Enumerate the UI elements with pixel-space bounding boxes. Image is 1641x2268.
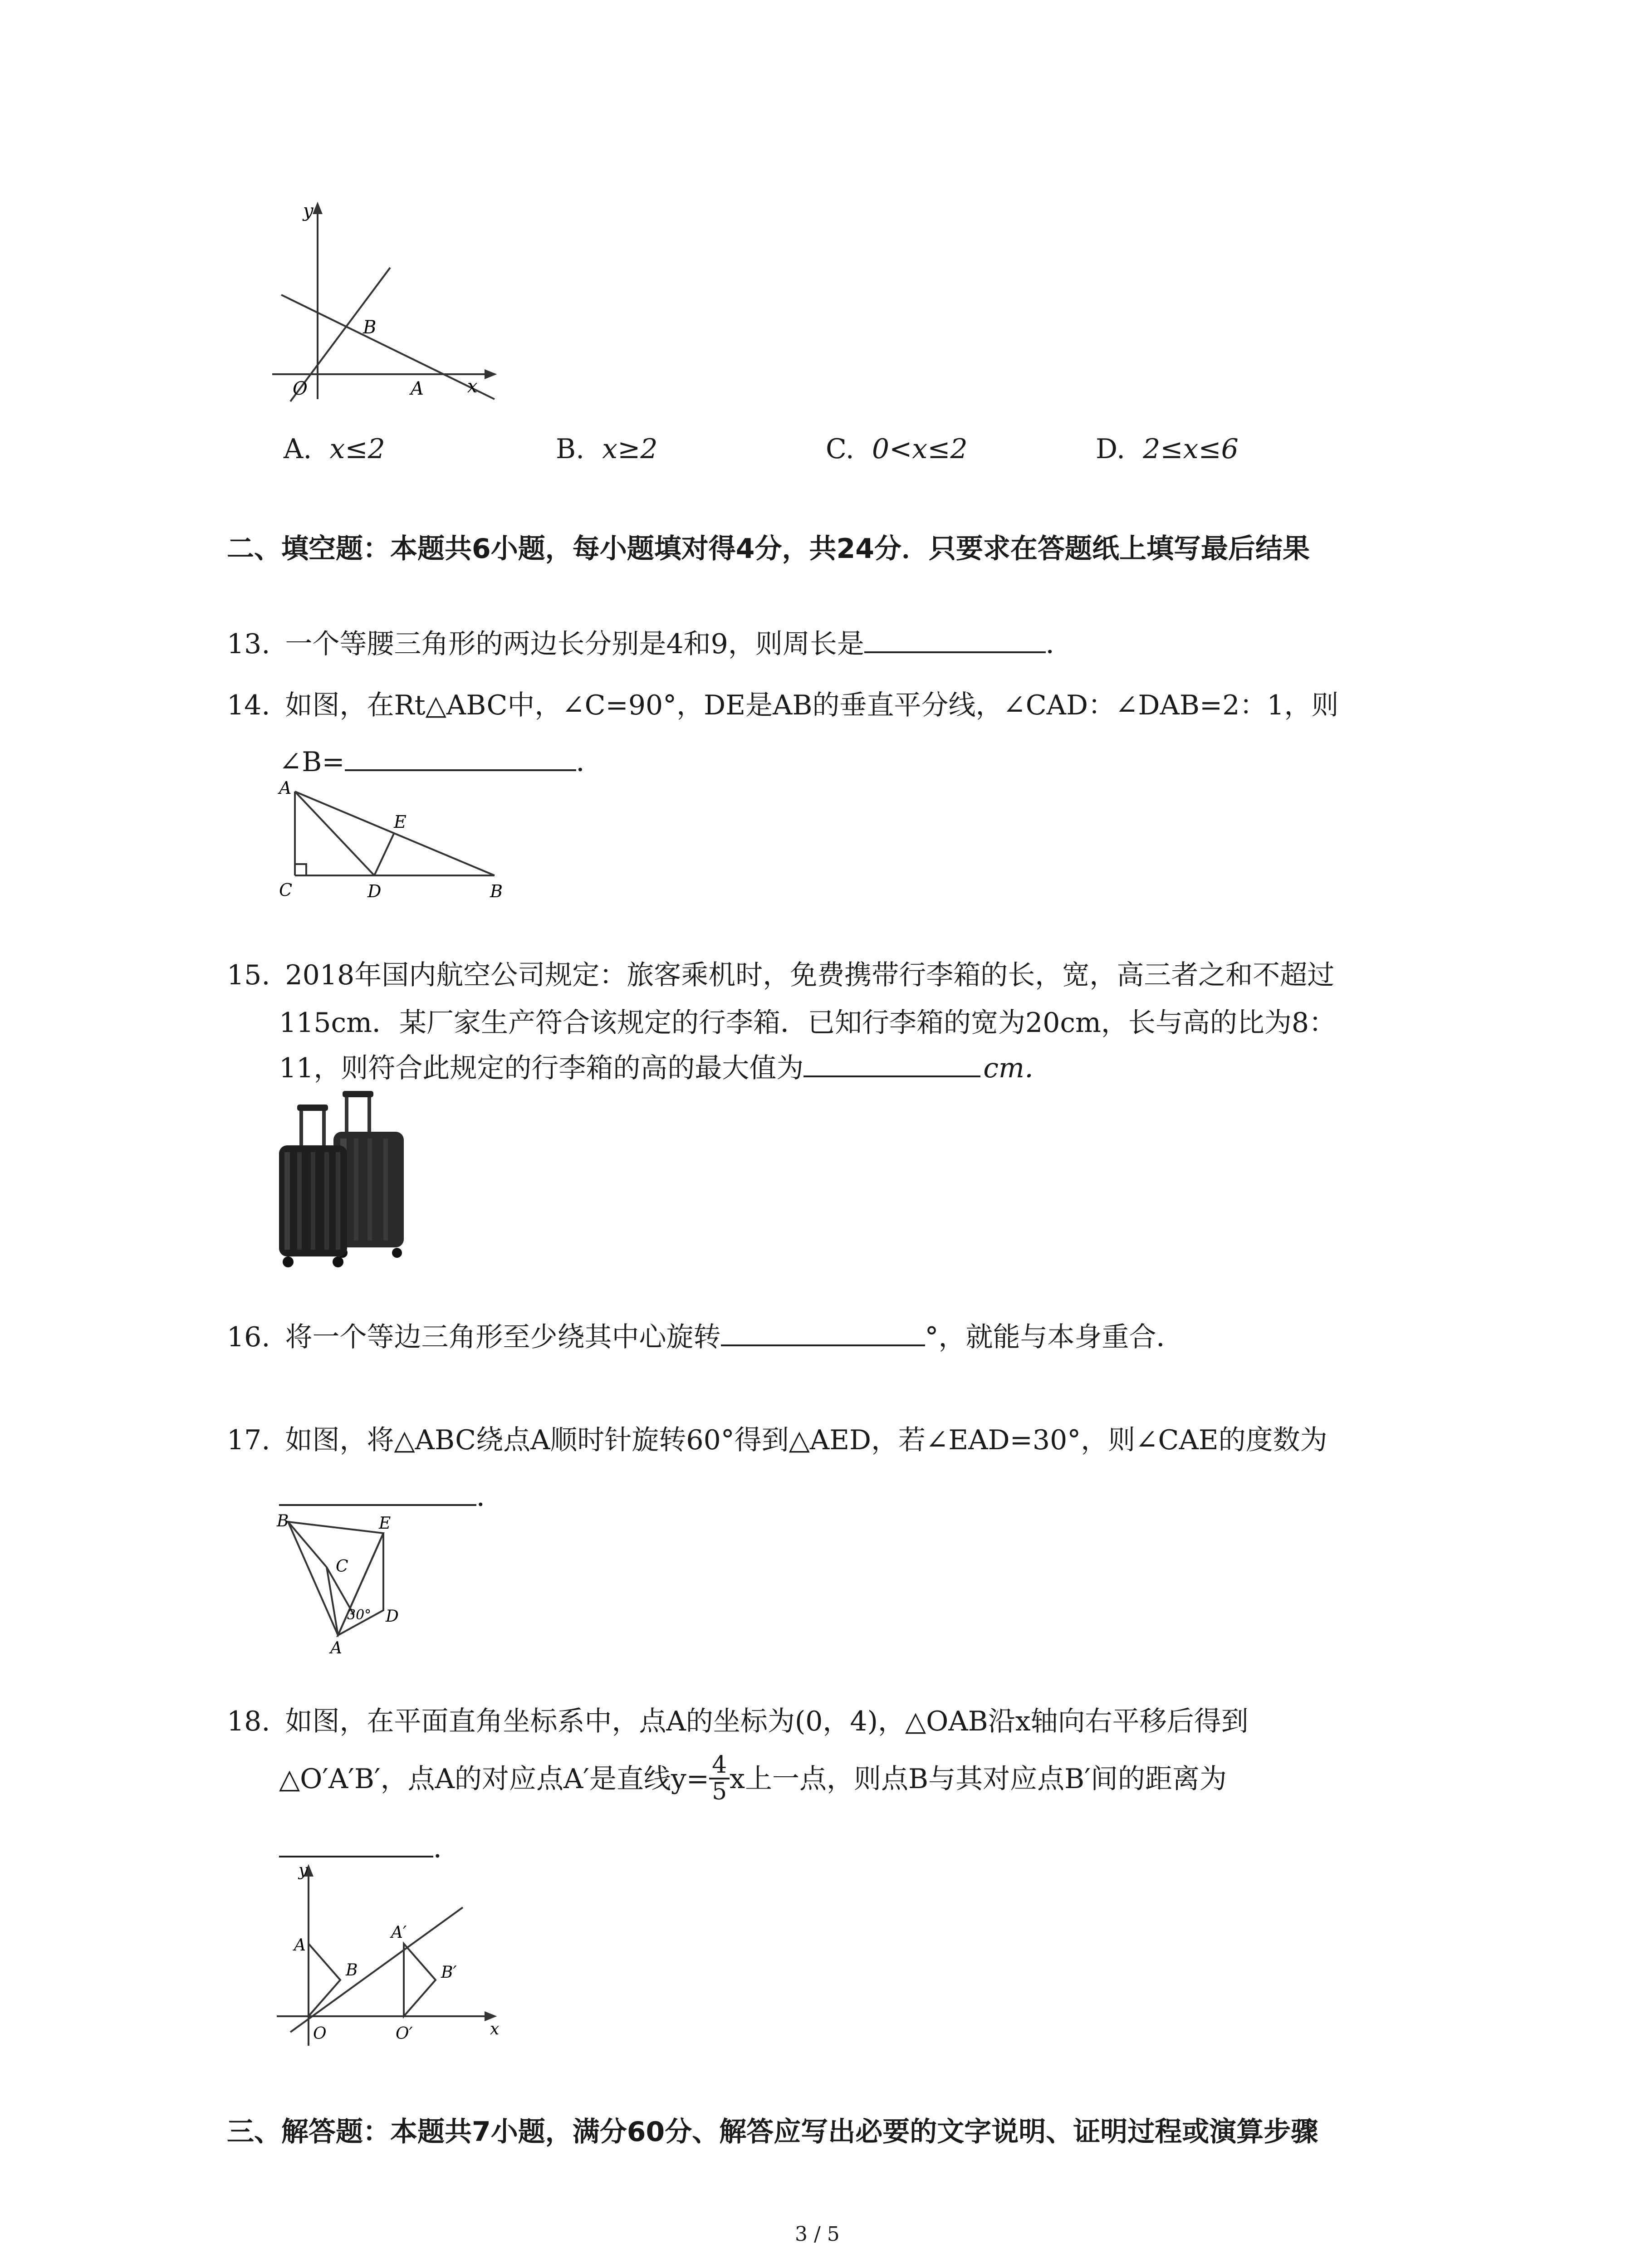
q17-line2 <box>279 1481 504 1513</box>
q15-line3 <box>279 1052 1052 1084</box>
q12-option-c <box>826 435 968 463</box>
q18-label-b2: B′ <box>441 1963 457 1982</box>
q12-option-a-text: x≤2 <box>329 433 385 465</box>
q12-option-d-text: 2≤x≤6 <box>1143 433 1239 465</box>
q17-label-a: A <box>330 1639 342 1657</box>
q18-frac-den: 5 <box>712 1778 727 1805</box>
q12-line-ab <box>281 295 495 399</box>
q17-label-c: C <box>336 1557 348 1576</box>
q16-answer-blank[interactable] <box>721 1341 925 1346</box>
q18-label-a2: A′ <box>391 1923 407 1942</box>
q18-label-x: x <box>490 2020 500 2038</box>
q18-frac-num: 4 <box>709 1753 730 1779</box>
q12-option-c-label: C. <box>826 433 854 465</box>
q18-line2 <box>279 1751 1227 1807</box>
q12-option-a <box>284 435 385 463</box>
q18-label-y: y <box>299 1861 308 1880</box>
q14-label-c: C <box>279 880 293 900</box>
q15-line2: 115cm．某厂家生产符合该规定的行李箱．已知行李箱的宽为20cm，长与高的比为8： <box>279 1007 1337 1039</box>
page-number: 3 / 5 <box>795 2223 840 2246</box>
q13-end: ． <box>1045 628 1073 660</box>
q12-option-b-label: B. <box>556 433 585 465</box>
q14-line2 <box>279 748 603 776</box>
q17-answer-blank[interactable] <box>279 1501 476 1506</box>
q18-text3: x上一点，则点B与其对应点B′间的距离为 <box>730 1763 1227 1795</box>
q14-label-b: B <box>490 881 503 901</box>
q16 <box>227 1321 1184 1353</box>
q18-figure <box>272 1855 517 2064</box>
q17-label-d: D <box>386 1607 399 1626</box>
q12-option-a-label: A. <box>284 433 312 465</box>
q12-label-y: y <box>303 200 314 221</box>
q18-number: 18. <box>227 1706 270 1737</box>
q18-line1 <box>227 1708 1249 1735</box>
q12-option-d-label: D. <box>1096 433 1126 465</box>
suitcase-front <box>279 1105 347 1267</box>
q12-label-a: A <box>411 378 424 399</box>
q18-label-o: O <box>313 2024 327 2043</box>
q16-suffix: °，就能与本身重合． <box>925 1321 1184 1353</box>
q15-line1 <box>227 959 1335 991</box>
q16-text: 将一个等边三角形至少绕其中心旋转 <box>285 1321 721 1353</box>
q18-label-o2: O′ <box>396 2024 413 2043</box>
q12-option-b <box>556 435 658 463</box>
q12-label-o: O <box>293 378 308 399</box>
q12-option-c-text: 0<x≤2 <box>872 433 968 465</box>
q14-line1 <box>227 689 1339 721</box>
q12-figure <box>254 200 508 408</box>
q17-text: 如图，将△ABC绕点A顺时针旋转60°得到△AED，若∠EAD=30°，则∠CAE的度数为 <box>285 1424 1327 1456</box>
section2-heading: 二、填空题：本题共6小题，每小题填对得4分，共24分．只要求在答题纸上填写最后结果 <box>227 533 1310 565</box>
q15-answer-blank[interactable] <box>803 1072 980 1077</box>
q12-option-d <box>1096 435 1239 463</box>
q15-unit: cm． <box>983 1052 1052 1084</box>
q13-answer-blank[interactable] <box>864 648 1046 653</box>
q13-number: 13. <box>227 628 270 660</box>
q12-label-x: x <box>467 376 478 397</box>
q14-figure <box>268 776 522 907</box>
q14-b-prefix: ∠B= <box>279 746 345 778</box>
q17-label-b: B <box>277 1512 289 1530</box>
q15-text1: 2018年国内航空公司规定：旅客乘机时，免费携带行李箱的长，宽，高三者之和不超过 <box>285 959 1335 991</box>
q17-label-e: E <box>379 1514 391 1533</box>
q18-label-a: A <box>294 1936 306 1955</box>
q14-label-e: E <box>394 812 407 832</box>
q14-label-a: A <box>279 778 292 798</box>
q18-text2: △O′A′B′，点A的对应点A′是直线y= <box>279 1763 710 1795</box>
q14-label-d: D <box>367 881 382 901</box>
q13 <box>227 628 1073 660</box>
section3-heading: 三、解答题：本题共7小题，满分60分、解答应写出必要的文字说明、证明过程或演算步骤 <box>227 2116 1318 2148</box>
q14-number: 14. <box>227 689 270 721</box>
q16-number: 16. <box>227 1321 270 1353</box>
q18-text1: 如图，在平面直角坐标系中，点A的坐标为(0，4)，△OAB沿x轴向右平移后得到 <box>285 1706 1249 1737</box>
q17-line1 <box>227 1424 1327 1456</box>
q14-answer-blank[interactable] <box>345 766 576 771</box>
q15-text3: 11，则符合此规定的行李箱的高的最大值为 <box>279 1052 804 1084</box>
q14-end: ． <box>576 746 603 778</box>
q12-label-b: B <box>363 317 377 338</box>
q12-option-b-text: x≥2 <box>602 433 658 465</box>
q18-label-b: B <box>346 1961 358 1980</box>
q18-fraction <box>709 1753 730 1804</box>
q14-text: 如图，在Rt△ABC中，∠C=90°，DE是AB的垂直平分线，∠CAD：∠DAB=2：1，则 <box>285 689 1339 721</box>
q18-end: ． <box>433 1833 460 1864</box>
q18-line-y <box>290 1907 463 2032</box>
q17-label-angle: 30° <box>347 1607 372 1623</box>
q13-text: 一个等腰三角形的两边长分别是4和9，则周长是 <box>285 628 864 660</box>
q15-number: 15. <box>227 959 270 991</box>
luggage-image <box>274 1089 411 1270</box>
q17-figure <box>268 1508 417 1658</box>
q17-end: ． <box>476 1481 504 1513</box>
q17-number: 17. <box>227 1424 270 1456</box>
